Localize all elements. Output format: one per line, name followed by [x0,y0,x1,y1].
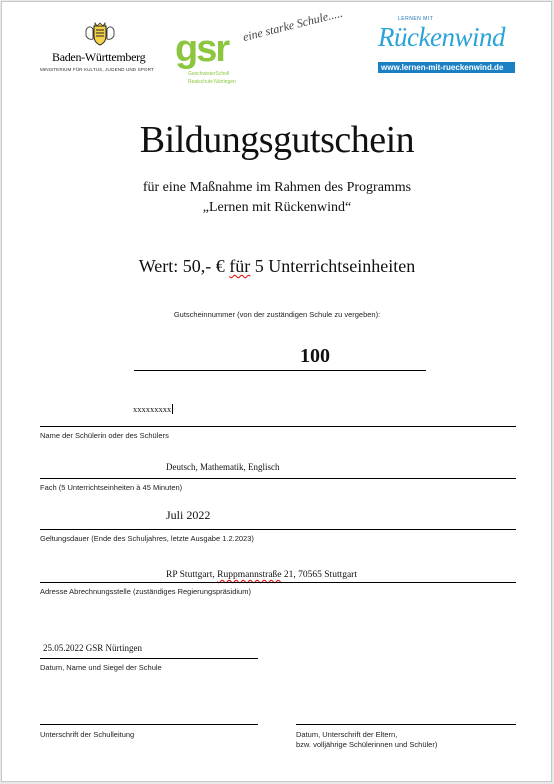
wert-prefix: Wert: 50,- € [138,256,230,276]
bw-ministry: MINISTERIUM FÜR KULTUS, JUGEND UND SPORT [40,67,154,72]
name-line [40,426,516,427]
gutschein-number[interactable]: 100 [300,345,330,367]
gsr-logo [175,5,365,93]
adresse-line [40,582,516,583]
fach-line [40,478,516,479]
name-label: Name der Schülerin oder des Schülers [40,431,169,440]
dauer-line [40,529,516,530]
rueckenwind-top: LERNEN MIT [398,16,434,22]
wert-suffix: 5 Unterrichtseinheiten [250,256,416,276]
fach-label: Fach (5 Unterrichtseinheiten à 45 Minuten) [40,483,183,492]
bw-logo [40,20,168,78]
eltern-line [296,724,516,725]
wert-line [0,256,554,277]
datum-line [40,658,258,659]
adresse-street: Ruppmannstraße [217,570,282,580]
schulleitung-line [40,724,258,725]
subtitle-line-2: „Lernen mit Rückenwind“ [202,200,352,215]
gsr-tagline: eine starke Schule..... [241,5,345,45]
wert-fuer: für [229,256,251,276]
subtitle-line-1: für eine Maßnahme im Rahmen des Programms [142,180,412,195]
eltern-label-2: bzw. volljährige Schülerinnen und Schüler) [296,740,438,749]
adresse-label: Adresse Abrechnungsstelle (zuständiges Regierungspräsidium) [40,587,251,596]
gutschein-label: Gutscheinnummer (von der zuständigen Schule zu vergeben): [173,310,381,319]
gsr-sub-school: GeschwisterScholl [188,71,230,77]
gsr-letters: gsr [175,28,229,70]
rueckenwind-wordmark: Rückenwind [378,22,505,52]
coat-of-arms-icon [84,22,116,48]
datum-field[interactable]: 25.05.2022 GSR Nürtingen [43,643,142,653]
dauer-label: Geltungsdauer (Ende des Schuljahres, letzte Ausgabe 1.2.2023) [40,534,254,543]
rueckenwind-url: www.lernen-mit-rueckenwind.de [378,62,515,73]
eltern-label-1: Datum, Unterschrift der Eltern, [296,730,398,739]
rueckenwind-logo [376,16,526,76]
datum-label: Datum, Name und Siegel der Schule [40,663,162,672]
gsr-sub-town: Realschule Nürtingen [188,79,236,85]
bw-name: Baden-Württemberg [52,50,146,64]
dauer-field[interactable]: Juli 2022 [166,508,211,522]
name-value: xxxxxxxxx [133,404,172,414]
adresse-field[interactable] [166,570,357,580]
page-title: Bildungsgutschein [139,119,415,161]
gutschein-line [134,370,426,371]
fach-field[interactable]: Deutsch, Mathematik, Englisch [166,462,280,472]
text-cursor [172,404,173,414]
adresse-part-c: 21, 70565 Stuttgart [281,570,357,580]
name-field[interactable] [133,404,173,414]
schulleitung-label: Unterschrift der Schulleitung [40,730,135,739]
adresse-part-a: RP Stuttgart, [166,570,218,580]
